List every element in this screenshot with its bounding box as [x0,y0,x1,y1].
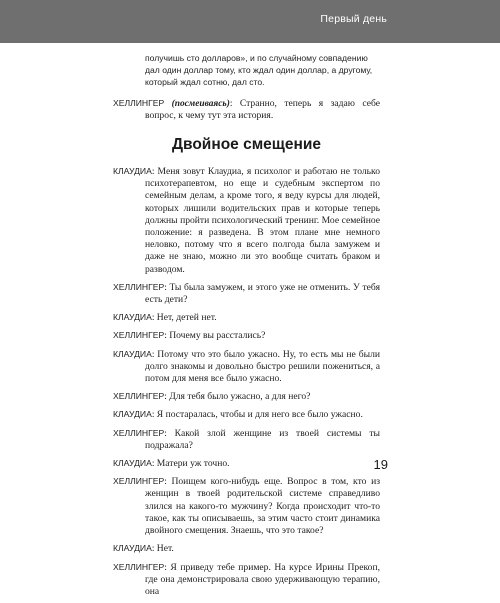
page-content [113,52,380,603]
speaker-name: КЛАУДИА [113,348,152,359]
dialogue-line: КЛАУДИА: Нет. [113,543,174,555]
dialogue-line: ХЕЛЛИНГЕР: Поищем кого-нибудь еще. Вопрос в том, кто из женщин в твоей родительской системе справедливо злился на какого-то мужчину? Когда происходит что-то такое, как ты описываешь, за этим часто стоит динамика двойного смещения. Знаешь, что это такое? [113,476,381,537]
running-header-title: Первый день [320,13,387,25]
dialogue-block [113,165,380,598]
section-title: Двойное смещение [171,136,322,154]
speaker-name: КЛАУДИА [113,409,152,420]
dialogue-line: ХЕЛЛИНГЕР (посмеиваясь): Странно, теперь я задаю себе вопрос, к чему тут эта история. [113,97,381,121]
dialogue-line: ХЕЛЛИНГЕР: Почему вы расстались? [113,330,266,342]
speaker-name: КЛАУДИА [113,166,152,177]
speech-text: Странно, теперь я задаю себе вопрос, к чему тут эта история. [145,97,381,121]
speaker-name: ХЕЛЛИНГЕР [113,476,165,487]
speech-text: Какой злой женщине из твоей системы ты подражала? [145,427,380,451]
speech-text: Нет, детей нет. [156,312,217,324]
speaker-name: КЛАУДИА [113,458,152,469]
speaker-name: ХЕЛЛИНГЕР [113,330,165,341]
speech-text: Для тебя было ужасно, а для него? [169,391,311,403]
speech-text: Меня зовут Клаудиа, я психолог и работаю не только психотерапевтом, но еще и судебным экспертом по семейным делам, а кроме того, я веду курсы для людей, которых лишили водительских прав и которые теперь должны пройти психологический тренинг. Мое семейное положение: я разведена. В этом плане мне немного неловко, потому что я всего полгода была замужем и даже не знаю, можно ли это вообще считать браком и разводом. [145,166,380,275]
page-number: 19 [373,457,388,472]
dialogue-line: КЛАУДИА: Меня зовут Клаудиа, я психолог и работаю не только психотерапевтом, но еще и судебным экспертом по семейным делам, а кроме того, я веду курсы для людей, которых лишили водительских прав и которые теперь должны пройти психологический тренинг. Мое семейное положение: я разведена. В этом плане мне немного неловко, потому что я всего полгода была замужем и даже не знаю, можно ли это вообще считать браком и разводом. [113,166,380,275]
dialogue-line: КЛАУДИА: Нет, детей нет. [113,312,217,324]
speech-text: Поищем кого-нибудь еще. Вопрос в том, кто из женщин в твоей родительской системе справедливо злился на какого-то мужчину? Когда происходит что-то такое, как ты описываешь, за этим часто стоит динамика двойного смещения. Знаешь, что это такое? [145,476,381,537]
speaker-name: КЛАУДИА [113,543,152,554]
speech-text: Я постаралась, чтобы и для него все было ужасно. [156,409,363,421]
continued-paragraph: получишь сто долларов», и по случайному совпадению дал один доллар тому, кто ждал один доллар, а другому, который ждал сотню, дал сто. [145,53,373,88]
running-header-bar [0,0,500,43]
dialogue-line: КЛАУДИА: Матери уж точно. [113,458,230,470]
dialogue-line: КЛАУДИА: Потому что это было ужасно. Ну, то есть мы не были долго знакомы и довольно быстро решили пожениться, а потом для меня все было ужасно. [113,348,380,385]
speech-text: Почему вы расстались? [169,330,266,342]
speech-text: Я приведу тебе пример. На курсе Ирины Прекоп, где она демонстрировала свою удерживающую терапию, она [145,561,380,597]
speech-text: Ты была замужем, и этого уже не отменить. У тебя есть дети? [145,281,380,306]
speaker-name: КЛАУДИА [113,312,152,323]
speaker-name: ХЕЛЛИНГЕР [113,561,165,572]
speech-text: Нет. [156,543,174,555]
speaker-name: ХЕЛЛИНГЕР [113,97,165,108]
dialogue-line: ХЕЛЛИНГЕР: Для тебя было ужасно, а для него? [113,391,311,403]
speaker-name: ХЕЛЛИНГЕР [113,391,165,402]
dialogue-line: ХЕЛЛИНГЕР: Я приведу тебе пример. На курсе Ирины Прекоп, где она демонстрировала свою удерживающую терапию, она [113,561,380,597]
stage-remark: (посмеиваясь) [171,98,230,109]
speaker-name: ХЕЛЛИНГЕР [113,281,165,292]
speech-text: Потому что это было ужасно. Ну, то есть мы не были долго знакомы и довольно быстро решили пожениться, а потом для меня все было ужасно. [145,348,380,385]
dialogue-line: ХЕЛЛИНГЕР: Ты была замужем, и этого уже не отменить. У тебя есть дети? [113,281,380,306]
dialogue-line: ХЕЛЛИНГЕР: Какой злой женщине из твоей системы ты подражала? [113,427,380,451]
dialogue-line: КЛАУДИА: Я постаралась, чтобы и для него все было ужасно. [113,409,363,421]
speech-text: Матери уж точно. [156,458,230,470]
speaker-name: ХЕЛЛИНГЕР [113,427,165,438]
